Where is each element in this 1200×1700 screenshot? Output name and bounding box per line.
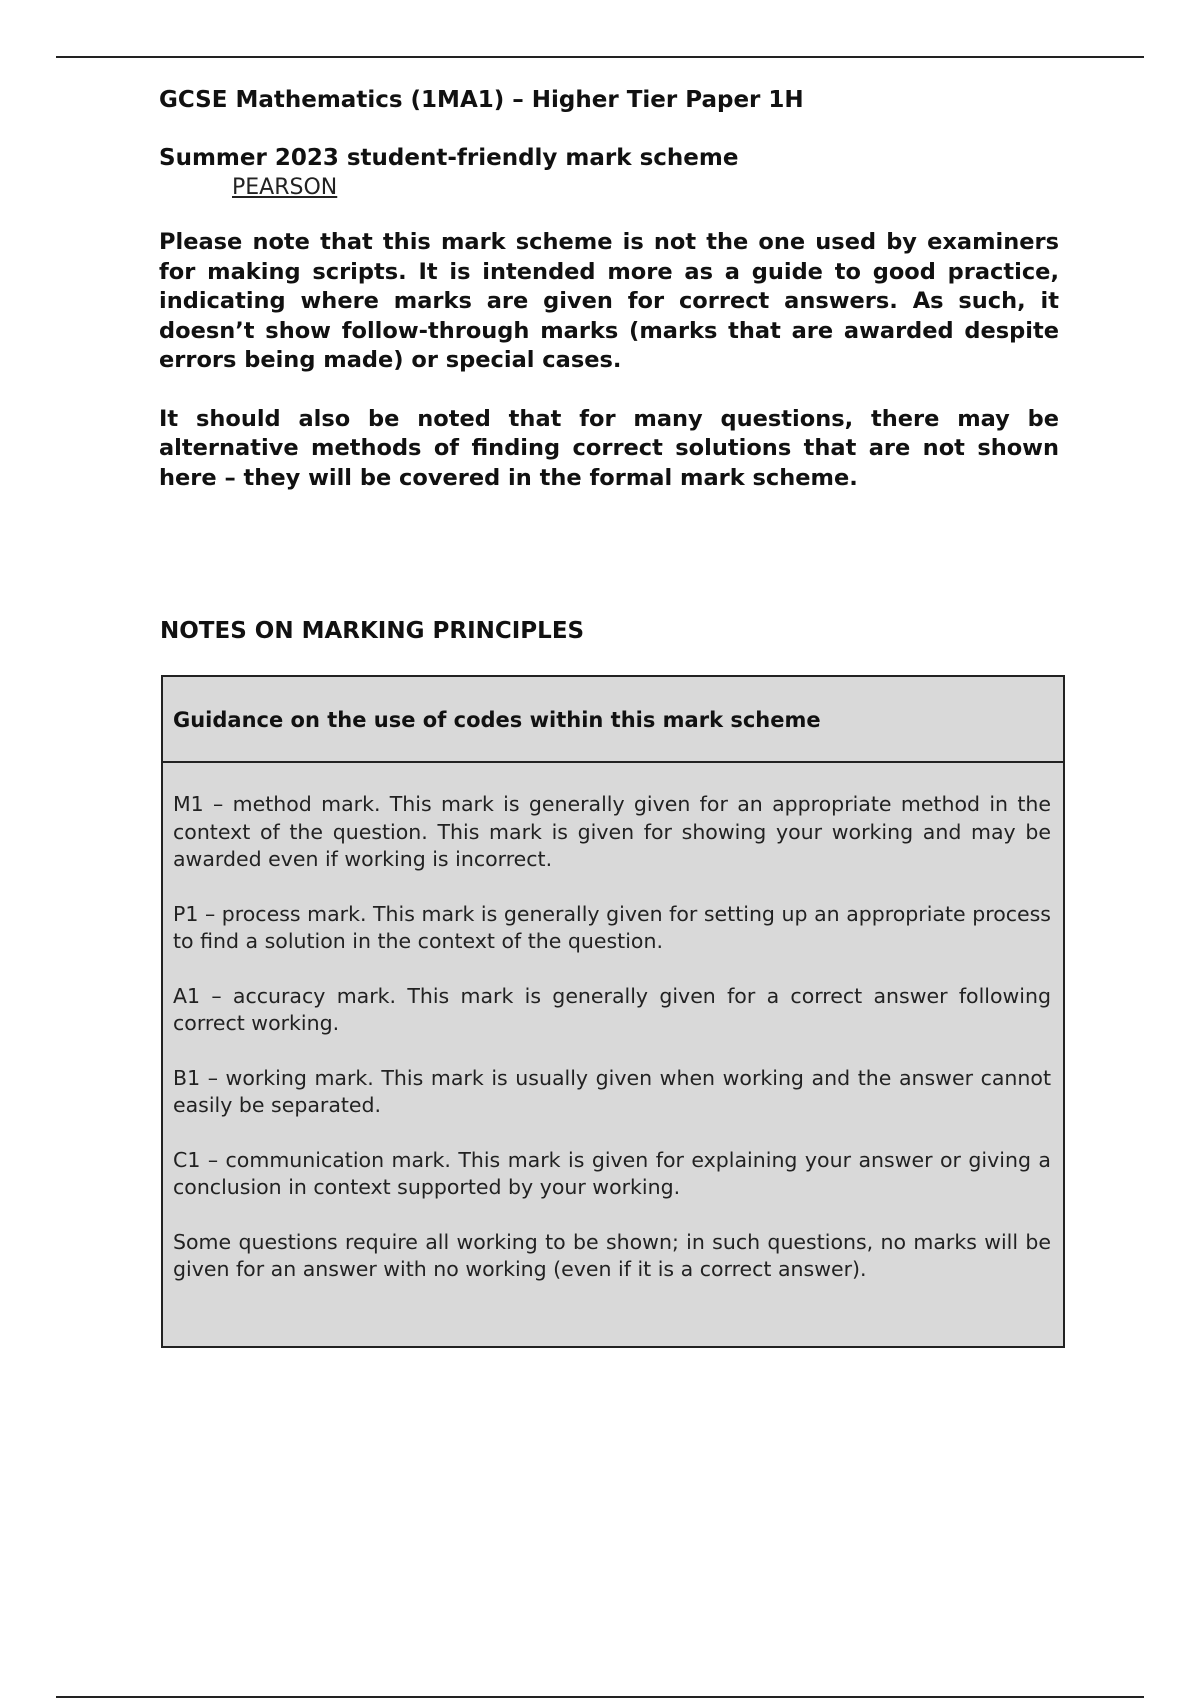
code-item-m1: M1 – method mark. This mark is generally given for an appropriate method in the context of the question. This mark is given for showing your working and may be awarded even if working is incorrect. xyxy=(173,792,1051,871)
guidance-box-body xyxy=(163,763,1063,1284)
code-item-b1: B1 – working mark. This mark is usually given when working and the answer cannot easily be separated. xyxy=(173,1065,1051,1117)
bottom-rule xyxy=(56,1696,1144,1698)
document-subtitle: Summer 2023 student-friendly mark scheme xyxy=(159,145,739,171)
document-header xyxy=(159,84,1059,493)
code-item-a1: A1 – accuracy mark. This mark is generally given for a correct answer following correct working. xyxy=(173,983,1051,1035)
section-heading: NOTES ON MARKING PRINCIPLES xyxy=(160,618,585,644)
notice-paragraph: Please note that this mark scheme is not the one used by examiners for making scripts. It is intended more as a guide to good practice, indicating where marks are given for correct answers. As such, it doesn’t show follow-through marks (marks that are awarded despite errors being made) or special cases. xyxy=(159,229,1059,373)
publisher-name: PEARSON xyxy=(232,175,338,200)
guidance-box-title: Guidance on the use of codes within this mark scheme xyxy=(163,677,1063,763)
code-item-p1: P1 – process mark. This mark is generally given for setting up an appropriate process to find a solution in the context of the question. xyxy=(173,901,1051,953)
working-requirement-note: Some questions require all working to be shown; in such questions, no marks will be given for an answer with no working (even if it is a correct answer). xyxy=(173,1229,1051,1281)
notice-paragraph: It should also be noted that for many questions, there may be alternative methods of finding correct solutions that are not shown here – they will be covered in the formal mark scheme. xyxy=(159,405,1059,491)
top-rule xyxy=(56,56,1144,58)
guidance-box xyxy=(161,675,1065,1348)
document-title: GCSE Mathematics (1MA1) – Higher Tier Paper 1H xyxy=(159,87,804,113)
code-item-c1: C1 – communication mark. This mark is given for explaining your answer or giving a conclusion in context supported by your working. xyxy=(173,1147,1051,1199)
